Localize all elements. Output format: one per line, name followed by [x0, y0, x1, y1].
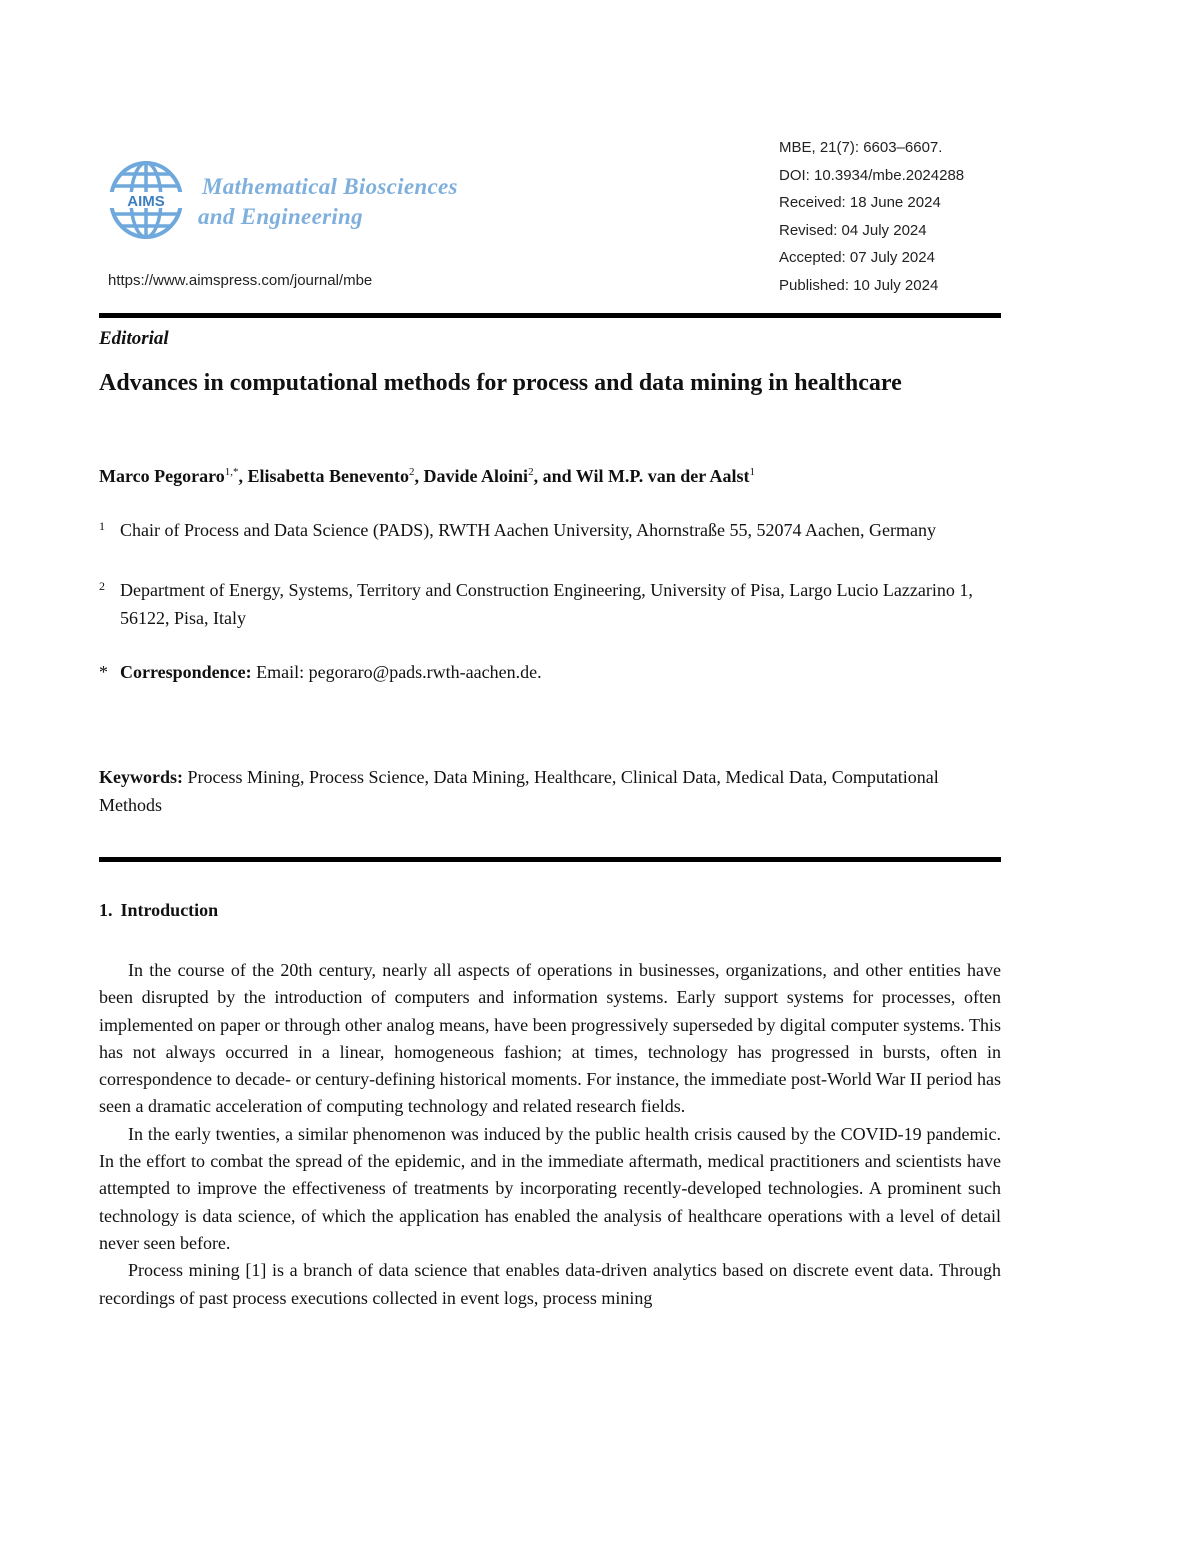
meta-published: Published: 10 July 2024	[779, 276, 939, 294]
affiliation-2	[99, 576, 999, 632]
section-number: 1.	[99, 900, 113, 920]
correspondence	[99, 658, 542, 686]
keywords-label: Keywords:	[99, 767, 183, 787]
author-separator: ,	[238, 466, 248, 486]
paragraph: In the course of the 20th century, nearly all aspects of operations in businesses, organizations, and other entities have been disrupted by the introduction of computers and information systems. Early support systems for processes, often implemented on paper or through other analog means, have been progressively superseded by digital computer systems. This has not always occurred in a linear, homogeneous fashion; at times, technology has progressed in bursts, often in correspondence to decade- or century-defining historical moments. For instance, the immediate post-World War II period has seen a dramatic acceleration of computing technology and related research fields.	[99, 960, 1001, 1117]
affiliation-number: 1	[99, 519, 105, 533]
author-name: Wil M.P. van der Aalst	[575, 466, 750, 486]
paragraph: Process mining [1] is a branch of data science that enables data-driven analytics based on discrete event data. Through recordings of past process executions collected in event logs, process mining	[99, 1260, 1001, 1308]
affiliation-number: 2	[99, 579, 105, 593]
aims-globe-icon	[108, 160, 184, 240]
section-heading	[99, 900, 218, 921]
article-type: Editorial	[99, 328, 169, 349]
journal-name-line2: and Engineering	[198, 204, 363, 229]
author-affiliation-mark[interactable]: 1	[749, 466, 755, 478]
author-affiliation-mark[interactable]: 2	[528, 466, 534, 478]
keywords	[99, 763, 1001, 819]
article-meta	[779, 134, 964, 300]
meta-citation: MBE, 21(7): 6603–6607.	[779, 139, 943, 156]
meta-revised: Revised: 04 July 2024	[779, 221, 927, 239]
article-title: Advances in computational methods for process and data mining in healthcare	[99, 370, 902, 396]
meta-doi[interactable]: DOI: 10.3934/mbe.2024288	[779, 166, 965, 184]
author-affiliation-mark[interactable]: 2	[409, 466, 415, 478]
meta-received: Received: 18 June 2024	[779, 194, 941, 212]
correspondence-label: Correspondence:	[120, 662, 252, 682]
affiliation-text: Department of Energy, Systems, Territory and Construction Engineering, University of Pisa, Largo Lucio Lazzarino 1, 56122, Pisa, Italy	[120, 580, 973, 628]
correspondence-email[interactable]: Email: pegoraro@pads.rwth-aachen.de.	[256, 662, 542, 682]
correspondence-star: *	[99, 662, 108, 682]
keywords-text: Process Mining, Process Science, Data Mining, Healthcare, Clinical Data, Medical Data, Computational Methods	[99, 767, 939, 815]
keywords-divider	[99, 857, 1001, 862]
author-name: Marco Pegoraro	[99, 466, 225, 486]
author-separator: , and	[533, 466, 576, 486]
author-name: Davide Aloini	[423, 466, 529, 486]
affiliation-text: Chair of Process and Data Science (PADS), RWTH Aachen University, Ahornstraße 55, 52074 Aachen, Germany	[120, 520, 936, 540]
body-text	[99, 957, 1001, 1312]
meta-accepted: Accepted: 07 July 2024	[779, 249, 935, 267]
journal-logo	[108, 160, 508, 244]
author-name: Elisabetta Benevento	[247, 466, 410, 486]
header-divider	[99, 313, 1001, 318]
logo-text: AIMS	[127, 193, 165, 210]
journal-name-line1: Mathematical Biosciences	[202, 174, 458, 199]
paragraph: In the early twenties, a similar phenomenon was induced by the public health crisis caused by the COVID-19 pandemic. In the effort to combat the spread of the epidemic, and in the immediate aftermath, medical practitioners and scientists have attempted to improve the effectiveness of treatments by incorporating recently-developed technologies. A prominent such technology is data science, of which the application has enabled the analysis of healthcare operations with a level of detail never seen before.	[99, 1123, 1001, 1253]
author-affiliation-mark[interactable]: 1,*	[224, 466, 239, 478]
author-list	[99, 466, 999, 487]
affiliation-1	[99, 516, 999, 544]
journal-name	[198, 172, 458, 232]
author-separator: ,	[414, 466, 424, 486]
section-title: Introduction	[120, 900, 219, 920]
journal-url-link[interactable]: https://www.aimspress.com/journal/mbe	[108, 272, 373, 289]
